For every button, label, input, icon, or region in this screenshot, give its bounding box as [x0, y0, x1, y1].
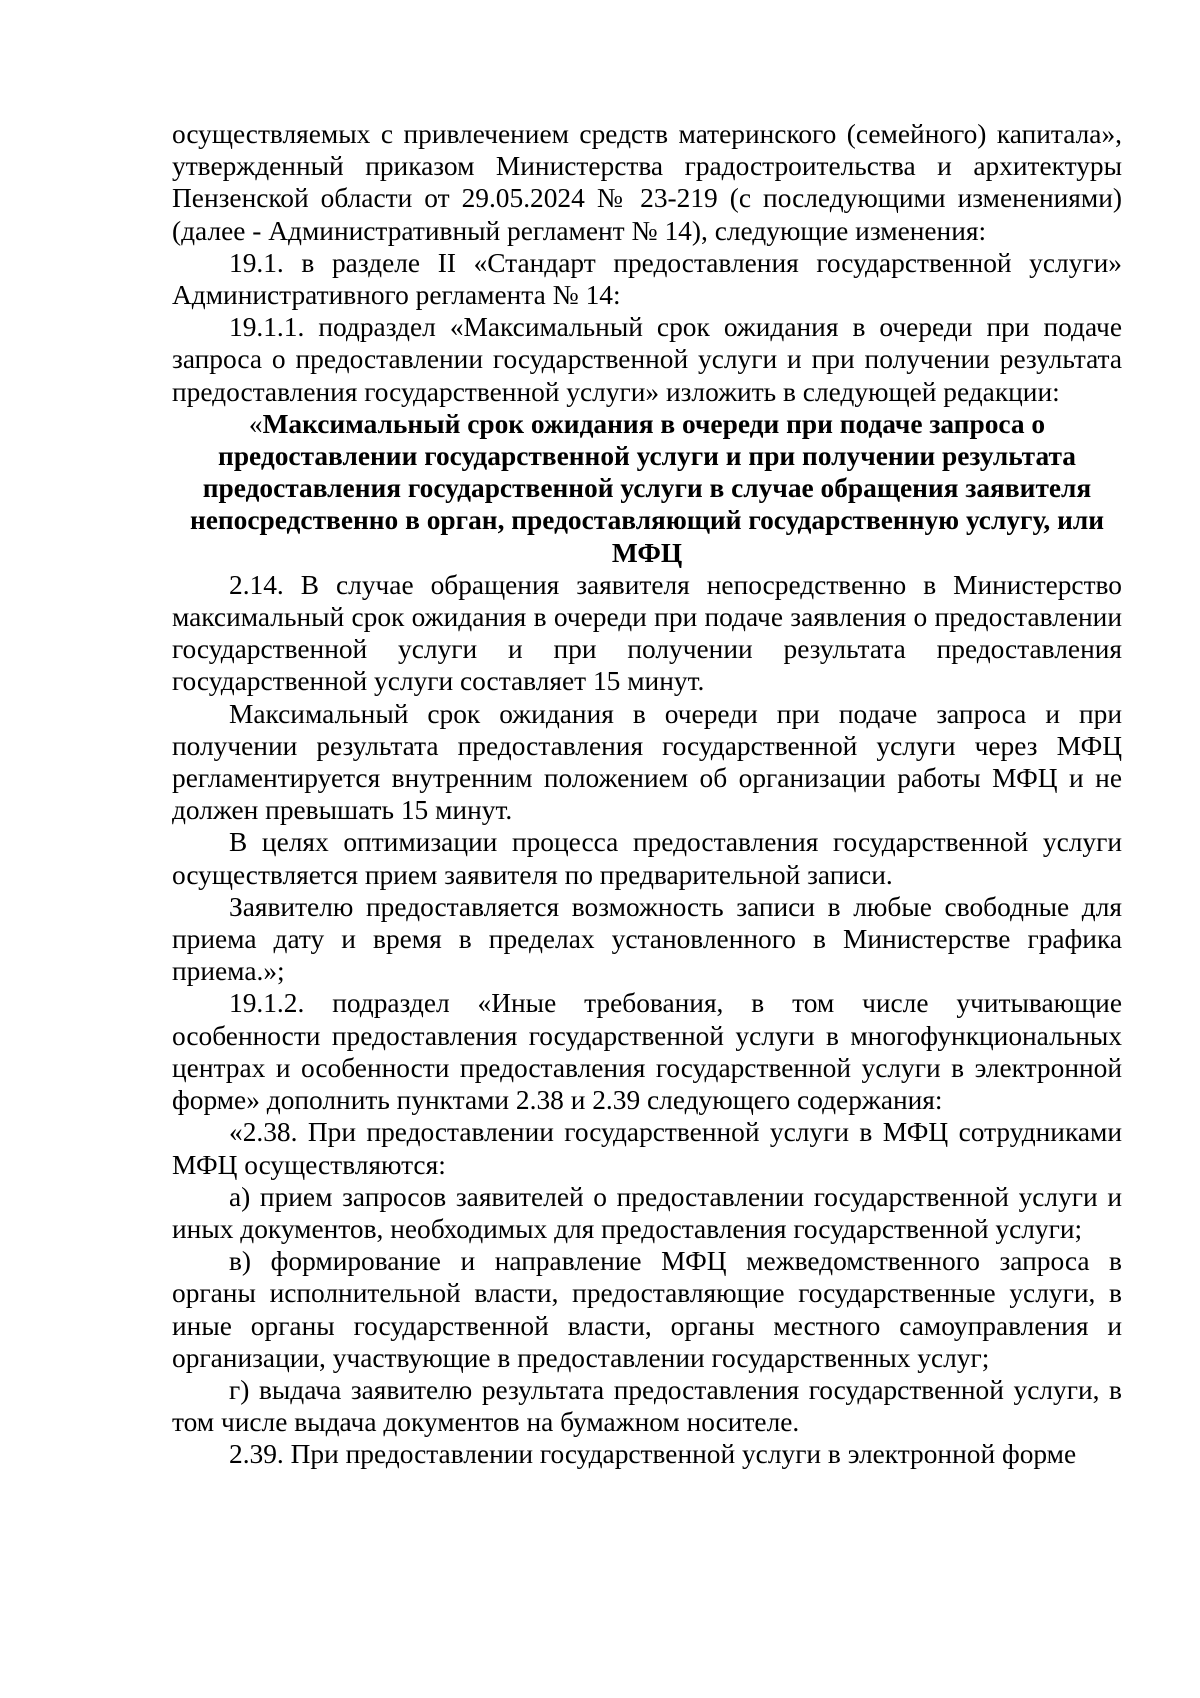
paragraph-2-39: 2.39. При предоставлении государственной услуги в электронной форме [229, 1439, 1077, 1470]
paragraph-mfc-wait: Максимальный срок ожидания в очереди при подаче запроса и при получении результата предоставления государственной услуги через МФЦ регламентируется внутренним положением об организации работы МФЦ и не должен превышать 15 минут. [172, 698, 1122, 826]
list-item-a: а) прием запросов заявителей о предоставлении государственной услуги и иных документов, необходимых для предоставления государственной услуги; [172, 1181, 1122, 1244]
list-item-g: г) выдача заявителю результата предоставления государственной услуги, в том числе выдача документов на бумажном носителе. [172, 1374, 1122, 1438]
heading-text: Максимальный срок ожидания в очереди при подаче запроса о предоставлении государственной услуги и при получении результата предоставления государственной услуги в случае обращения заявителя непосредственно в орган, предоставляющий государственную услугу, или МФЦ [189, 408, 1105, 568]
heading-open-quote: « [248, 408, 263, 439]
document-page [172, 118, 1122, 1471]
paragraph-19-1-2: 19.1.2. подраздел «Иные требования, в том числе учитывающие особенности предоставления государственной услуги в многофункциональных центрах и особенности предоставления государственной услуги в электронной форме» дополнить пунктами 2.38 и 2.39 следующего содержания: [172, 988, 1122, 1116]
section-heading [172, 408, 1122, 569]
paragraph-19-1-1: 19.1.1. подраздел «Максимальный срок ожидания в очереди при подаче запроса о предоставлении государственной услуги и при получении результата предоставления государственной услуги» изложить в следующей редакции: [172, 312, 1122, 407]
paragraph-intro: осуществляемых с привлечением средств материнского (семейного) капитала», утвержденный приказом Министерства градостроительства и архитектуры Пензенской области от 29.05.2024 № 23-219 (с последующими изменениями) (далее - Административный регламент № 14), следующие изменения: [172, 119, 1122, 246]
paragraph-2-14: 2.14. В случае обращения заявителя непосредственно в Министерство максимальный срок ожидания в очереди при подаче заявления о предоставлении государственной услуги и при получении результата предоставления государственной услуги составляет 15 минут. [172, 569, 1122, 697]
paragraph-2-38: «2.38. При предоставлении государственной услуги в МФЦ сотрудниками МФЦ осуществляются: [172, 1117, 1122, 1180]
list-item-v: в) формирование и направление МФЦ межведомственного запроса в органы исполнительной власти, предоставляющие государственные услуги, в иные органы государственной власти, органы местного самоуправления и организации, участвующие в предоставлении государственных услуг; [172, 1246, 1122, 1373]
paragraph-optimization: В целях оптимизации процесса предоставления государственной услуги осуществляется прием заявителя по предварительной записи. [172, 827, 1122, 890]
paragraph-19-1: 19.1. в разделе II «Стандарт предоставления государственной услуги» Административного регламента № 14: [172, 247, 1122, 311]
paragraph-booking: Заявителю предоставляется возможность записи в любые свободные для приема дату и время в пределах установленного в Министерстве графика приема.»; [172, 891, 1122, 987]
